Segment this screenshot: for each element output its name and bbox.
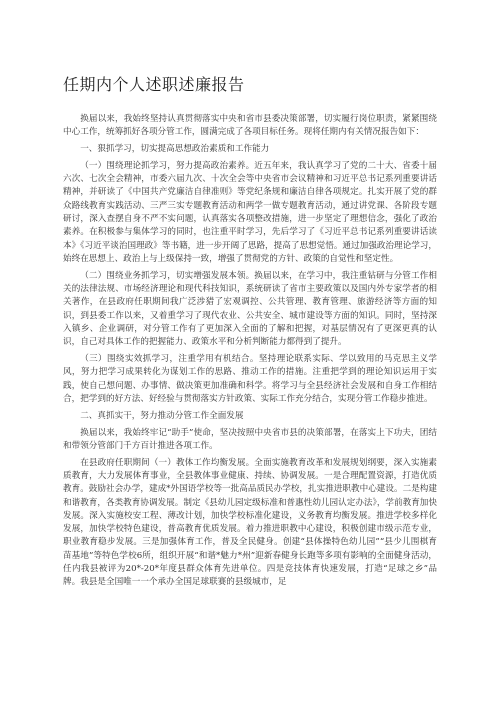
paragraph-practical-study: （三）围绕实效抓学习，注重学用有机结合。坚持理论联系实际、学以致用的马克思主义学风，努力把学习成果转化为谋划工作的思路、推动工作的措施。注重把学到的理论知识运用于实践，使自己想问题、办事情、做决策更加准确和科学。将学习与全县经济社会发展和自身工作相结合，把学到的好方法、好经验与贯彻落实方针政策、实际工作充分结合，实现分管工作稳步推进。 xyxy=(63,354,437,404)
document-title: 任期内个人述职述廉报告 xyxy=(63,75,245,94)
section-heading-2: 二、真抓实干，努力推动分管工作全面发展 xyxy=(80,410,244,421)
intro-paragraph: 换届以来，我始终坚持认真贯彻落实中央和省市县委决策部署，切实履行岗位职责，紧紧围绕中心工作，统筹抓好各项分管工作，圆满完成了各项目标任务。现将任期内有关情况报告如下： xyxy=(63,114,437,138)
paragraph-business-study: （二）围绕业务抓学习，切实增强发展本领。换届以来，在学习中，我注重钻研与分管工作相关的法律法规、市场经济理论和现代科技知识，系统研读了省市主要政策以及国内外专家学者的相关著作，在县政府任职期间我广泛涉猎了宏观调控、公共管理、教育管理、旅游经济等方面的知识，到县委工作以来，又着重学习了现代农业、公共安全、城市建设等方面的知识。同时，坚持深入镇乡、企业调研，对分管工作有了更加深入全面的了解和把握，对基层情况有了更深更真的认识，自己对具体工作的把握能力、政策水平和分析判断能力都得到了提升。 xyxy=(63,270,437,348)
paragraph-education-sports: 在县政府任职期间（一）教体工作均衡发展。全面实施教育改革和发展规划纲要，深入实施素质教育，大力发展体育事业，全县教体事业健康、持续、协调发展。一是合理配置资源，打造优质教育。鼓励社会办学，建成*外国语学校等一批高品质民办学校，扎实推进职教中心建设。二是构建和谐教育，各类教育协调发展。制定《县幼儿园定级标准和普惠性幼儿园认定办法》，学前教育加快发展。深入实施校安工程、薄改计划，加快学校标准化建设，义务教育均衡发展。推进学校多样化发展，加快学校特色建设，普高教育优质发展。着力推进职教中心建设，积极创建市级示范专业，职业教育稳步发展。三是加强体育工作，普及全民健身。创建“县体操特色幼儿园”“县少儿围棋育苗基地”等特色学校6所，组织开展“和谐*魅力*州”迎新春健身长跑等多项有影响的全面健身活动，任内我县被评为20*-20*年度县群众体育先进单位。四是竞技体育快速发展，打造“足球之乡”品牌。我县是全国唯一一个承办全国足球联赛的县级城市，足 xyxy=(63,457,437,588)
paragraph-theory-study: （一）围绕理论抓学习，努力提高政治素养。近五年来，我认真学习了党的二十大、省委十届六次、七次全会精神，市委六届九次、十次全会等中央省市会议精神和习近平总书记系列重要讲话精神，并研读了《中国共产党廉洁自律准则》等党纪条规和廉洁自律各项规定。扎实开展了党的群众路线教育实践活动、三严三实专题教育活动和两学一做专题教育活动，通过讲党课、各阶段专题研讨，深入查摆自身不严不实问题，认真落实各项整改措施，进一步坚定了理想信念，强化了政治素养。在积极参与集体学习的同时，也注重平时学习，先后学习了《习近平总书记系列重要讲话读本》《习近平谈治国理政》等书籍，进一步开阔了思路，提高了思想觉悟。通过加强政治理论学习，始终在思想上、政治上与上级保持一致，增强了贯彻党的方针、政策的自觉性和坚定性。 xyxy=(63,160,437,264)
section-heading-1: 一、狠抓学习，切实提高思想政治素质和工作能力 xyxy=(80,144,270,155)
paragraph-assistant-mission: 换届以来，我始终牢记“助手”使命，坚决按照中央省市县的决策部署，在落实上下功夫，团结和带领分管部门千方百计推进各项工作。 xyxy=(63,427,437,451)
